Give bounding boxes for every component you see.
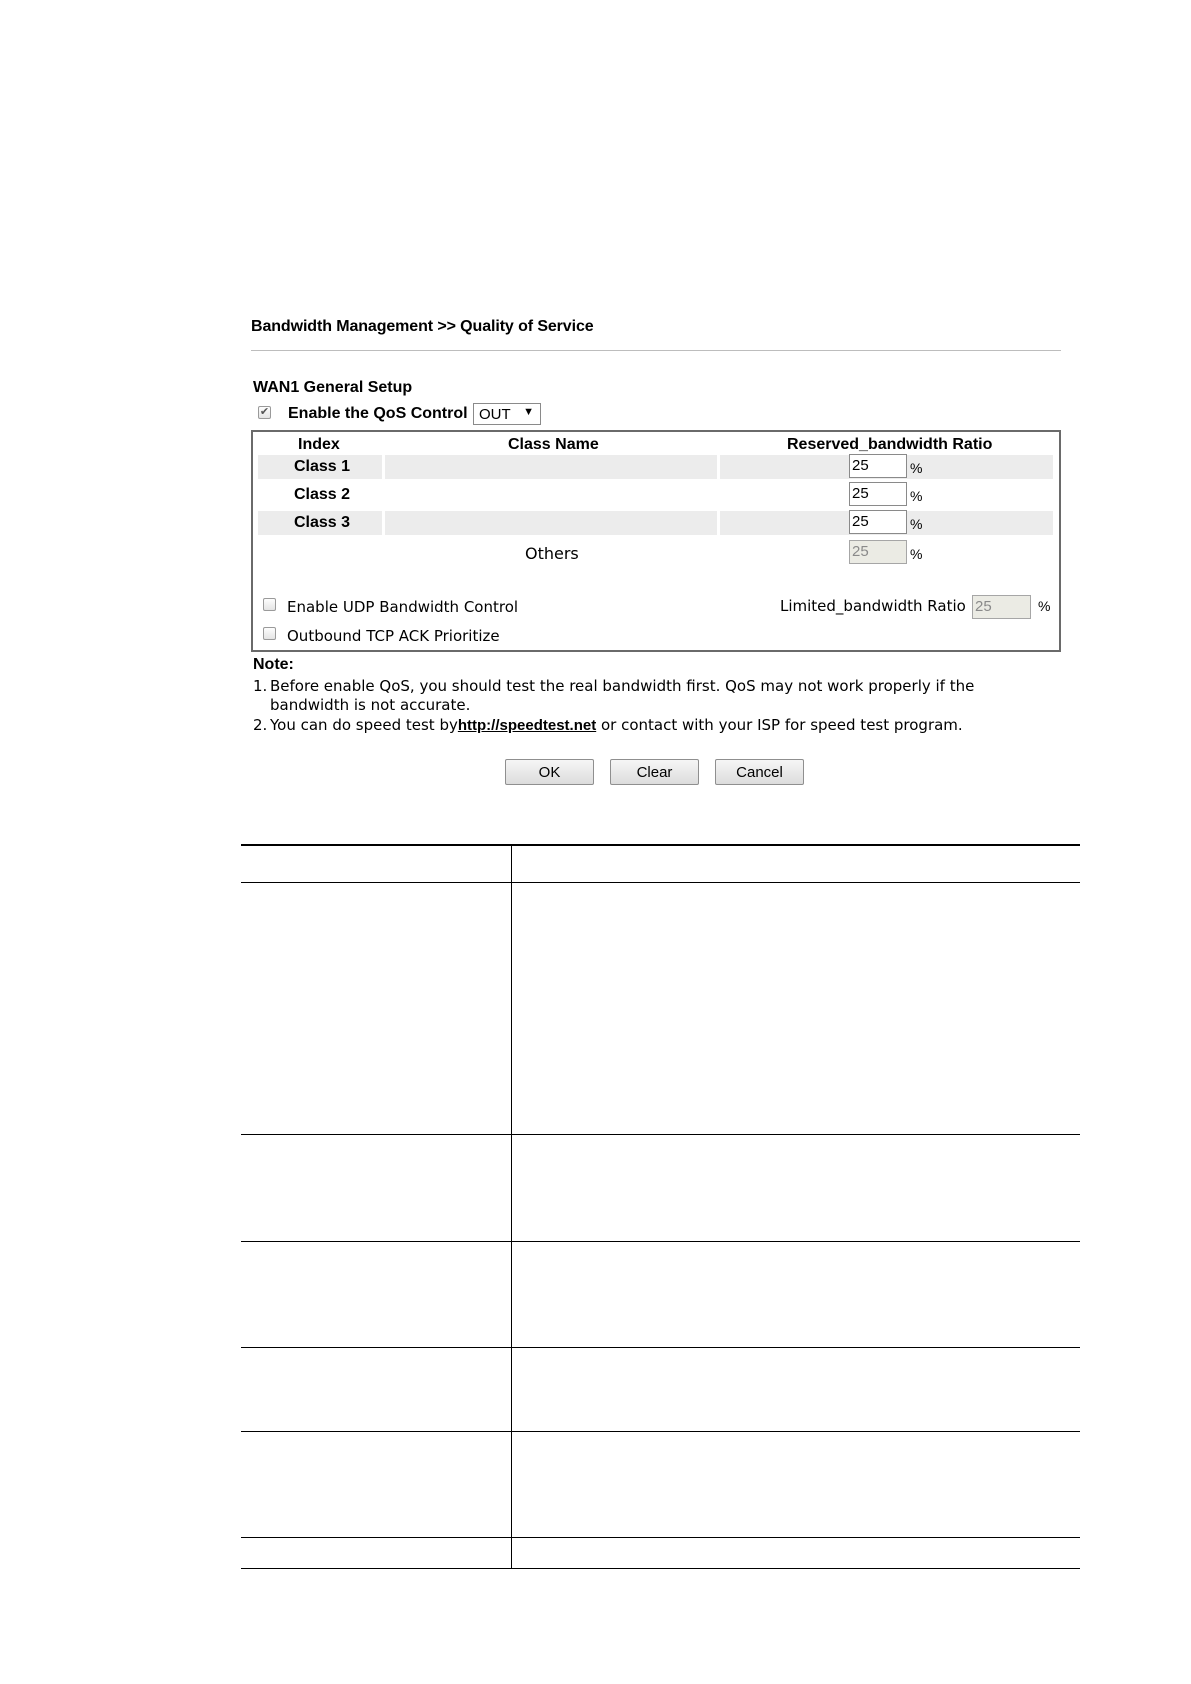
class3-ratio-input[interactable]: 25: [849, 510, 907, 534]
class-index-label: Class 2: [294, 486, 351, 503]
note-number: 2.: [253, 716, 268, 734]
enable-qos-checkbox[interactable]: [258, 406, 271, 419]
class-name-field[interactable]: [385, 511, 717, 535]
dropdown-arrow-icon: ▼: [523, 406, 534, 418]
table-rule: [241, 1431, 1080, 1432]
table-column-divider: [511, 845, 512, 1569]
others-label: Others: [525, 544, 579, 563]
note-text: Before enable QoS, you should test the real bandwidth first. QoS may not work properly if the bandwidth is not accurate.: [270, 677, 975, 714]
limited-ratio-input: 25: [972, 595, 1031, 619]
table-rule: [241, 1537, 1080, 1538]
table-rule: [241, 1241, 1080, 1242]
clear-button[interactable]: Clear: [610, 759, 699, 785]
class-index-label: Class 3: [294, 514, 351, 531]
table-rule: [241, 882, 1080, 883]
table-rule: [241, 1568, 1080, 1569]
direction-value: OUT: [479, 405, 511, 423]
class1-ratio-input[interactable]: 25: [849, 454, 907, 478]
note-text-prefix: You can do speed test by: [270, 716, 458, 734]
percent-unit: %: [1038, 598, 1051, 614]
tcp-ack-label: Outbound TCP ACK Prioritize: [287, 627, 500, 645]
udp-bandwidth-checkbox[interactable]: [263, 598, 276, 611]
column-header-index: Index: [298, 436, 340, 453]
limited-ratio-label: Limited_bandwidth Ratio: [780, 597, 966, 615]
percent-unit: %: [910, 546, 923, 562]
others-ratio-input: 25: [849, 540, 907, 564]
speedtest-link[interactable]: http://speedtest.net: [457, 717, 597, 734]
percent-unit: %: [910, 516, 923, 532]
percent-unit: %: [910, 460, 923, 476]
table-rule: [241, 1347, 1080, 1348]
note-number: 1.: [253, 677, 268, 695]
header-divider: [251, 350, 1061, 351]
table-rule: [241, 1134, 1080, 1135]
note-text: [270, 716, 1050, 735]
enable-qos-label: Enable the QoS Control: [288, 405, 468, 422]
class-index-label: Class 1: [294, 458, 351, 475]
cancel-button[interactable]: Cancel: [715, 759, 804, 785]
tcp-ack-checkbox[interactable]: [263, 627, 276, 640]
udp-bandwidth-label: Enable UDP Bandwidth Control: [287, 598, 519, 616]
breadcrumb: Bandwidth Management >> Quality of Service: [251, 318, 594, 335]
check-icon: ✔: [259, 406, 270, 418]
class2-ratio-input[interactable]: 25: [849, 482, 907, 506]
section-title: WAN1 General Setup: [253, 379, 413, 396]
column-header-ratio: Reserved_bandwidth Ratio: [787, 436, 993, 453]
percent-unit: %: [910, 488, 923, 504]
ok-button[interactable]: OK: [505, 759, 594, 785]
table-rule: [241, 844, 1080, 846]
note-text-suffix: or contact with your ISP for speed test program.: [596, 716, 963, 734]
class-name-field[interactable]: [385, 455, 717, 479]
column-header-class-name: Class Name: [508, 436, 599, 453]
note-title: Note:: [253, 656, 294, 673]
direction-select[interactable]: [473, 403, 541, 425]
class-name-field[interactable]: [385, 483, 717, 507]
